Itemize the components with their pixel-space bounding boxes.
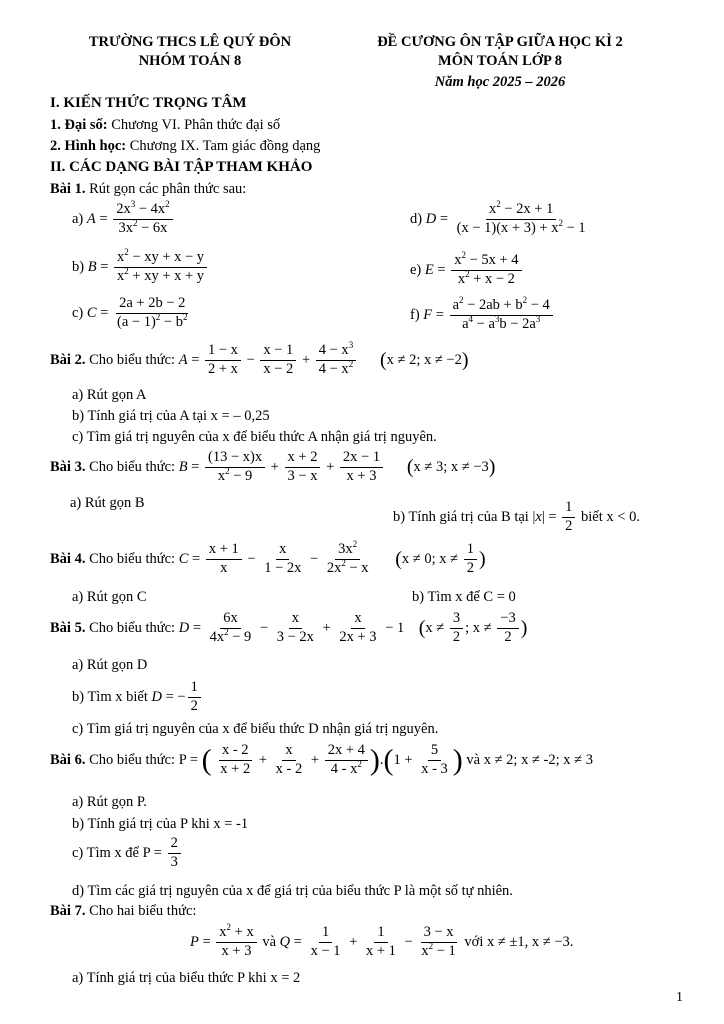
bai1-b: b) B = $\frac{x^2 - xy + x - y}{x^2 + xy + x + y}$: [72, 250, 209, 285]
bai1-label: Bài 1.: [50, 181, 86, 197]
bai5-c: c) Tìm giá trị nguyên của x để biểu thức D nhận giá trị nguyên.: [72, 721, 439, 737]
school-name: TRƯỜNG THCS LÊ QUÝ ĐÔN: [88, 34, 292, 50]
bai5-label: Bài 5.: [50, 619, 86, 636]
school-year: Năm học 2025 – 2026: [434, 74, 566, 90]
bai1-text: Rút gọn các phân thức sau:: [89, 181, 247, 197]
bai7-and: và: [262, 933, 277, 950]
section1-item1: [50, 117, 280, 134]
bai1-b-label: b): [72, 258, 85, 275]
bai7-expressions: P = $\frac{x^2 + x}{x + 3}$ và Q = $\frac{1}{x - 1}$ + $\frac{1}{x + 1}$ − $\frac{3 - x}{x^2 - 1}$ với x ≠ ±1, x ≠ −3.: [190, 922, 574, 959]
bai2-label: Bài 2.: [50, 351, 86, 368]
bai6-heading: Bài 6. Cho biểu thức: P = ( $\frac{x - 2}{x + 2}$ + $\frac{x}{x - 2}$ + $\frac{2x + 4}{4 - x^2}$ ).(1 + $\frac{5}{x - 3}$ ) và x ≠ 2; x ≠ -2; x ≠ 3: [50, 742, 593, 777]
bai4-label: Bài 4.: [50, 550, 86, 567]
bai1-heading: [50, 181, 246, 198]
bai3-label: Bài 3.: [50, 458, 86, 475]
bai1-d-label: d): [410, 210, 423, 227]
page-number: 1: [676, 990, 683, 1005]
bai3-heading: Bài 3. Cho biểu thức: B = $\frac{(13 - x)x}{x^2 - 9}$ + $\frac{x + 2}{3 - x}$ + $\frac{2x - 1}{x + 3}$ (x ≠ 3; x ≠ −3): [50, 449, 496, 484]
bai4-a: a) Rút gọn C: [72, 589, 147, 605]
bai6-label: Bài 6.: [50, 751, 86, 768]
section2-title: II. CÁC DẠNG BÀI TẬP THAM KHẢO: [50, 159, 313, 175]
bai2-heading: Bài 2. Cho biểu thức: A = $\frac{1 - x}{2 + x}$ − $\frac{x - 1}{x - 2}$ + $\frac{4 - x^3}{4 - x^2}$ (x ≠ 2; x ≠ −2): [50, 340, 469, 377]
bai5-heading: Bài 5. Cho biểu thức: D = $\frac{6x}{4x^2 - 9}$ − $\frac{x}{3 - 2x}$ + $\frac{x}{2x + 3}$ − 1 (x ≠ $\frac{3}{2}$ ; x ≠ $\frac{-3}{2}$ ): [50, 610, 528, 645]
bai2-text: Cho biểu thức:: [89, 351, 176, 368]
bai1-f-label: f): [410, 306, 420, 323]
doc-title: ĐỀ CƯƠNG ÔN TẬP GIỮA HỌC KÌ 2: [377, 34, 623, 50]
bai4-heading: Bài 4. Cho biểu thức: C = $\frac{x + 1}{x}$ − $\frac{x}{1 - 2x}$ − $\frac{3x^2}{2x^2 - x}$ (x ≠ 0; x ≠ $\frac{1}{2}$ ): [50, 539, 486, 576]
bai6-b: b) Tính giá trị của P khi x = -1: [72, 816, 249, 832]
section1-title: I. KIẾN THỨC TRỌNG TÂM: [50, 95, 247, 111]
bai1-d: d) D = $\frac{x^2 - 2x + 1}{(x - 1)(x + 3) + x^2 - 1}$: [410, 199, 586, 236]
bai2-c: c) Tìm giá trị nguyên của x để biểu thức A nhận giá trị nguyên.: [72, 429, 437, 445]
bai1-e-label: e): [410, 261, 422, 278]
bai1-e: e) E = $\frac{x^2 - 5x + 4}{x^2 + x - 2}$: [410, 253, 524, 288]
group-name: NHÓM TOÁN 8: [138, 53, 242, 69]
bai1-f: f) F = $\frac{a^2 - 2ab + b^2 - 4}{a^4 - a^3b - 2a^3}$: [410, 298, 555, 333]
bai1-c: c) C = $\frac{2a + 2b - 2}{(a - 1)^2 - b^2}$: [72, 295, 188, 330]
bai6-d: d) Tìm các giá trị nguyên của x để giá trị của biểu thức P là một số tự nhiên.: [72, 883, 513, 899]
bai3-b: b) Tính giá trị của B tại |x| = $\frac{1}{2}$ biết x < 0.: [393, 499, 640, 534]
bai1-c-label: c): [72, 304, 84, 321]
bai5-b-pre: b) Tìm x biết: [72, 688, 148, 705]
bai3-b-pre: b) Tính giá trị của B tại: [393, 508, 529, 525]
bai1-a-label: a): [72, 210, 84, 227]
bai4-b: b) Tìm x để C = 0: [412, 589, 516, 605]
bai7-label: Bài 7.: [50, 903, 86, 919]
item1-label: 1. Đại số:: [50, 117, 108, 133]
subject: MÔN TOÁN LỚP 8: [438, 53, 562, 69]
bai4-text: Cho biểu thức:: [89, 550, 176, 567]
bai5-text: Cho biểu thức:: [89, 619, 176, 636]
bai2-a: a) Rút gọn A: [72, 387, 147, 403]
bai7-heading: [50, 903, 196, 920]
bai5-a: a) Rút gọn D: [72, 657, 148, 673]
bai3-text: Cho biểu thức:: [89, 458, 176, 475]
bai7-a: a) Tính giá trị của biểu thức P khi x = 2: [72, 970, 301, 986]
bai7-text: Cho hai biểu thức:: [89, 903, 197, 919]
section1-item2: [50, 138, 320, 155]
bai3-b-post: biết x < 0.: [581, 508, 640, 525]
bai2-b: b) Tính giá trị của A tại x = – 0,25: [72, 408, 270, 424]
bai6-c-pre: c) Tìm x để P =: [72, 844, 162, 861]
bai7-cond: với x ≠ ±1, x ≠ −3.: [464, 933, 574, 950]
item1-text: Chương VI. Phân thức đại số: [111, 117, 281, 133]
bai6-cond: và x ≠ 2; x ≠ -2; x ≠ 3: [466, 751, 593, 768]
item2-text: Chương IX. Tam giác đồng dạng: [129, 138, 321, 154]
bai6-a: a) Rút gọn P.: [72, 794, 147, 810]
bai6-c: c) Tìm x để P = $\frac{2}{3}$: [72, 836, 183, 871]
bai3-a: a) Rút gọn B: [70, 495, 145, 511]
bai5-b: b) Tìm x biết D = − $\frac{1}{2}$: [72, 680, 203, 715]
bai6-text: Cho biểu thức: P =: [89, 751, 199, 768]
item2-label: 2. Hình học:: [50, 138, 127, 154]
bai1-a: a) A = $\frac{2x^3 - 4x^2}{3x^2 - 6x}$: [72, 202, 175, 237]
